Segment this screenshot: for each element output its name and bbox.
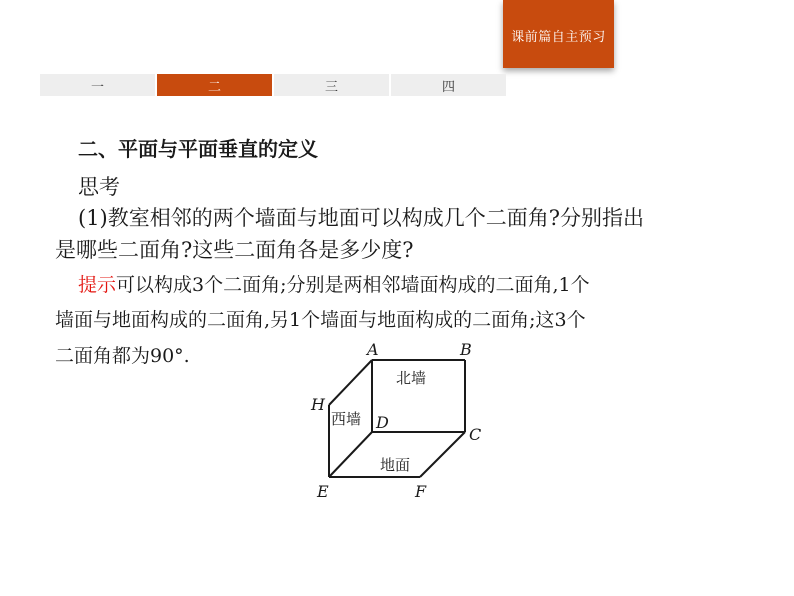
edge-de <box>329 432 372 477</box>
point-h-label: H <box>311 395 325 414</box>
answer-lead: 可以构成 <box>116 274 193 296</box>
tab-2-label: 二 <box>207 79 221 95</box>
section-heading: 二、平面与平面垂直的定义 <box>78 137 318 161</box>
answer-line-3: 二面角都为90°. <box>55 345 190 367</box>
point-d-label: D <box>376 413 389 432</box>
tab-3-label: 三 <box>324 79 338 95</box>
edge-ah <box>329 360 372 405</box>
point-b-label: B <box>460 340 472 359</box>
question-line-2: 是哪些二面角?这些二面角各是多少度? <box>55 238 414 262</box>
hint-label: 提示 <box>78 274 117 296</box>
answer-line-2: 墙面与地面构成的二面角,另1个墙面与地面构成的二面角;这3个 <box>55 309 586 331</box>
section-label: 课前篇自主预习 <box>511 30 606 45</box>
point-c-label: C <box>469 425 482 444</box>
answer-line-1-rest: 3个二面角;分别是两相邻墙面构成的二面角,1个 <box>192 274 590 296</box>
question-line-1: (1)教室相邻的两个墙面与地面可以构成几个二面角?分别指出 <box>78 206 645 230</box>
edge-fc <box>420 432 465 477</box>
think-label: 思考 <box>78 175 120 199</box>
point-f-label: F <box>415 482 427 501</box>
tab-4-label: 四 <box>441 79 455 95</box>
point-a-label: A <box>367 340 379 359</box>
north-wall-label: 北墙 <box>396 369 427 387</box>
floor-label: 地面 <box>380 456 411 474</box>
tab-1-label: 一 <box>90 79 104 95</box>
west-wall-label: 西墙 <box>331 410 362 428</box>
point-e-label: E <box>317 482 329 501</box>
